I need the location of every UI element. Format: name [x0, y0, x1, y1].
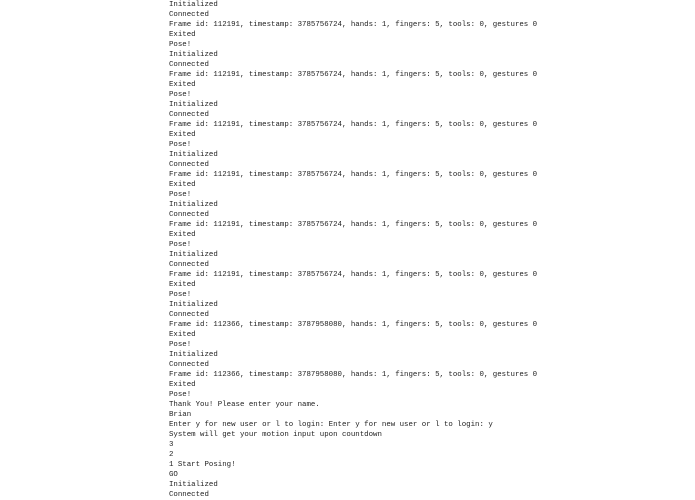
console-line: Initialized	[169, 51, 218, 59]
console-line: Pose!	[169, 141, 192, 149]
console-line: Connected	[169, 161, 209, 169]
console-line: Connected	[169, 261, 209, 269]
console-line: 3	[169, 441, 174, 449]
console-line: Exited	[169, 181, 196, 189]
console-line: Initialized	[169, 1, 218, 9]
console-line: Frame id: 112191, timestamp: 3785756724, hands: 1, fingers: 5, tools: 0, gestures 0	[169, 221, 538, 229]
console-line: Thank You! Please enter your name.	[169, 401, 320, 409]
console-line: Connected	[169, 361, 209, 369]
console-line: Pose!	[169, 291, 192, 299]
console-line: Exited	[169, 231, 196, 239]
console-line: Frame id: 112366, timestamp: 3787958080, hands: 1, fingers: 5, tools: 0, gestures 0	[169, 321, 538, 329]
console-line: Exited	[169, 81, 196, 89]
console-line: Initialized	[169, 301, 218, 309]
console-line: Initialized	[169, 201, 218, 209]
console-line: Brian	[169, 411, 192, 419]
console-line: Pose!	[169, 341, 192, 349]
console-line: Initialized	[169, 151, 218, 159]
console-line: Connected	[169, 491, 209, 499]
console-line: GO	[169, 471, 178, 479]
console-line: Frame id: 112191, timestamp: 3785756724, hands: 1, fingers: 5, tools: 0, gestures 0	[169, 171, 538, 179]
console-line: Frame id: 112191, timestamp: 3785756724, hands: 1, fingers: 5, tools: 0, gestures 0	[169, 21, 538, 29]
console-line: Connected	[169, 111, 209, 119]
console-line: Connected	[169, 311, 209, 319]
console-line: Pose!	[169, 91, 192, 99]
console-line: System will get your motion input upon countdown	[169, 431, 382, 439]
console-line: 2	[169, 451, 174, 459]
console-line: Exited	[169, 131, 196, 139]
console-line: Enter y for new user or l to login: Enter y for new user or l to login: y	[169, 421, 493, 429]
console-output	[169, 0, 689, 500]
console-line: Frame id: 112191, timestamp: 3785756724, hands: 1, fingers: 5, tools: 0, gestures 0	[169, 271, 538, 279]
console-line: Frame id: 112366, timestamp: 3787958080, hands: 1, fingers: 5, tools: 0, gestures 0	[169, 371, 538, 379]
console-line: Connected	[169, 211, 209, 219]
console-line: Initialized	[169, 351, 218, 359]
console-line: Exited	[169, 331, 196, 339]
console-line: Exited	[169, 31, 196, 39]
console-line: Pose!	[169, 191, 192, 199]
console-line: Exited	[169, 281, 196, 289]
console-line: Exited	[169, 381, 196, 389]
console-line: Pose!	[169, 41, 192, 49]
console-line: Initialized	[169, 251, 218, 259]
console-line: Pose!	[169, 241, 192, 249]
console-line: Initialized	[169, 481, 218, 489]
console-line: Frame id: 112191, timestamp: 3785756724, hands: 1, fingers: 5, tools: 0, gestures 0	[169, 71, 538, 79]
console-line: 1 Start Posing!	[169, 461, 236, 469]
console-line: Frame id: 112191, timestamp: 3785756724, hands: 1, fingers: 5, tools: 0, gestures 0	[169, 121, 538, 129]
console-line: Connected	[169, 61, 209, 69]
console-line: Connected	[169, 11, 209, 19]
console-line: Initialized	[169, 101, 218, 109]
console-line: Pose!	[169, 391, 192, 399]
